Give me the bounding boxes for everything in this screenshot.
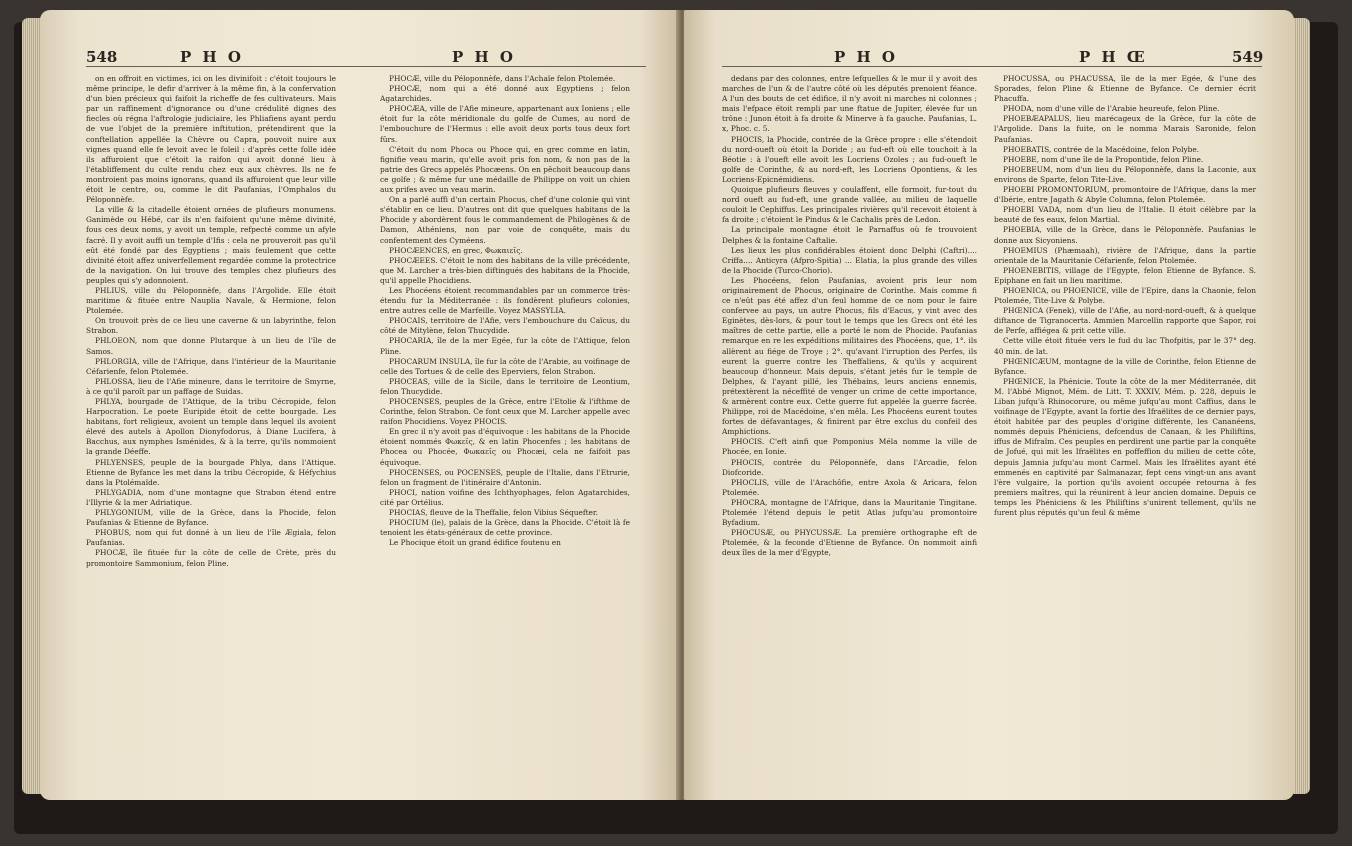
running-header-left-col2: P H O [452, 48, 516, 66]
entry-paragraph: PHOCLIS, ville de l'Arachôfie, entre Axola & Aricara, felon Ptolemée. [722, 477, 977, 497]
entry-paragraph: La principale montagne étoit le Parnaffus où fe trouvoient Delphes & la fontaine Caftalie. [722, 225, 977, 245]
entry-paragraph: PHOCÆ, île fituée fur la côte de celle de Crète, près du promontoire Sammonium, felon Pline. [86, 548, 336, 568]
entry-paragraph: Cette ville étoit fituée vers le fud du lac Thofpitis, par le 37° deg. 40 min. de lat. [994, 336, 1256, 356]
entry-paragraph: PHOEBATIS, contrée de la Macédoine, felon Polybe. [1003, 144, 1200, 154]
entry-paragraph: PHLORGIA, ville de l'Afrique, dans l'intérieur de la Mauritanie Céfarienfe, felon Ptolemée. [86, 356, 336, 376]
entry-paragraph: PHOCIS, la Phocide, contrée de la Grèce propre : elle s'étendoit du nord-oueft où étoit la Doride ; au fud-eft où elle touchoit à la Béotie : à l'oueft elle avoit les Locriens Ozoles ; au fud-oueft le golfe de Corinthe, & au nord-eft, les Locriens Opontiens, & les Locriens-Epicnémidiens. [722, 134, 977, 184]
header-rule-right [722, 66, 1262, 67]
entry-paragraph: PHLOSSA, lieu de l'Afie mineure, dans le territoire de Smyrne, à ce qu'il paroît par un paffage de Suidas. [86, 376, 336, 396]
entry-paragraph: PHOCRA, montagne de l'Afrique, dans la Mauritanie Tingitane. Ptolemée l'étend depuis le petit Atlas jufqu'au promontoire Byfadium. [722, 497, 977, 528]
entry-paragraph: PHOCÆ, nom qui a été donné aux Egyptiens ; felon Agatarchides. [380, 84, 630, 104]
entry-paragraph: dedans par des colonnes, entre lefquelles & le mur il y avoit des marches de l'un & de l'autre côté où les députés prenoient féance. A l'un des bouts de cet édifice, il n'y avoit ni marches ni colonnes ; mais l'efpace étoit rempli par une ftatue de Jupiter, élevée fur un trône : Junon étoit à fa droite & Minerve à fa gauche. Paufanias, L. x, Phoc. c. 5. [722, 74, 977, 134]
entry-paragraph: PHŒNICE, la Phénicie. Toute la côte de la mer Méditerranée, dit M. l'Abbé Mignot, Mém. de Litt. T. XXXIV, Mém. p. 228, depuis le Liban jufqu'à Rhinocorure, ou même jufqu'au mont Caffius, dans le voifinage de l'Egypte, avant la fortie des Ifraëlites de ce dernier pays, étoit habitée par des peuples d'origine différente, les Cananéens, nommés depuis Phéniciens, defcendus de Canaan, & les Philiftins, iffus de Mifraïm. Ces peuples en perdirent une partie par la conquête de Jofué, qui mit les Ifraëlites en poffeffion du milieu de cette côte, depuis Jamnia jufqu'au mont Carmel. Mais les Ifraëlites ayant été emmenés en captivité par Salmanazar, fept cens vingt-un ans avant l'ère vulgaire, la portion qu'ils avoient occupée retourna à fes premiers maîtres, qui la réunirent à leur ancien domaine. Depuis ce temps les Phéniciens & les Philiftins s'unirent tellement, qu'ils ne furent plus réputés qu'un feul & même [994, 376, 1256, 518]
entry-paragraph: PHOCENSES, peuples de la Grèce, entre l'Etolie & l'ifthme de Corinthe, felon Strabon. Ce font ceux que M. Larcher appelle avec raifon Phocidiens. Voyez PHOCIS. [380, 397, 630, 427]
entry-paragraph: PHŒNICÆUM, montagne de la ville de Corinthe, felon Etienne de Byfance. [994, 356, 1256, 376]
entry-paragraph: PHOEBI VADA, nom d'un lieu de l'Italie. Il étoit célèbre par la beauté de fes eaux, felon Martial. [994, 205, 1256, 225]
entry-paragraph: on en offroit en victimes, ici on les divinifoit : c'étoit toujours le même principe, le defir d'arriver à la même fin, à la confervation d'un bien précieux qui faifoit la richeffe de fes cultivateurs. Mais par un raffinement d'ignorance ou d'une crédulité dignes des fiecles où régna l'aftrologie judiciaire, les Phliafiens ayant perdu de vue l'objet de la première inftitution, prétendirent que la conftellation appellée la Chèvre ou Capra, pouvoit nuire aux vignes quand elle fe levoit avec le foleil : d'après cette folle idée ils affuroient que c'étoit la raifon qui avoit donné lieu à l'établiffement du culte rendu chez eux aux chèvres. Ils ne fe montroient pas moins ignorans, quand ils affuroient que leur ville étoit le centre, ou, comme le dit Paufanias, l'Omphalos du Péloponnèfe. [86, 74, 336, 205]
entry-paragraph: Les Phocéens étoient recommandables par un commerce très-étendu fur la Méditerranée : ils fondèrent plufieurs colonies, entre autres celle de Marfeille. Voyez MASSYLIA. [380, 285, 630, 316]
entry-paragraph: La ville & la citadelle étoient ornées de plufieurs monumens. Ganimède ou Hébé, car ils n'en faifoient qu'une même divinité, fous ces deux noms, y avoit un temple, refpecté comme un afyle facré. Il y avoit auffi un temple d'Ifis : cela ne prouveroit pas qu'il eût été fondé par des Egyptiens ; mais feulement que cette divinité étoit affez univerfellement regardée comme la protectrice de la navigation. On lui trouve des temples chez plufieurs des peuples qui s'y adonnoient. [86, 205, 336, 285]
entry-paragraph: PHOCIUM (le), palais de la Grèce, dans la Phocide. C'étoit là fe tenoient les états-généraux de cette province. [380, 518, 630, 538]
entry-paragraph: Les Phocéens, felon Paufanias, avoient pris leur nom originairement de Phocus, originaire de Corinthe. Mais comme fi ce n'eût pas été affez d'un feul homme de ce nom pour le faire confervee au pays, un autre Phocus, fils d'Eacus, y vint avec des Eginètes, dès-lors, & pour tout le temps que les Grecs ont été les maîtres de cette partie, elle a porté le nom de Phocide. Paufanias remarque en re les expéditions militaires des Phocéens, que, 1°. ils allèrent au fiége de Troye ; 2°. qu'avant l'irruption des Perfes, ils eurent la guerre contre les Theffaliens, & qu'ils y acquirent beaucoup d'honneur. Mais depuis, s'étant jetés fur le temple de Delphes, & l'ayant pillé, les Thébains, leurs anciens ennemis, prétextèrent la néceffité de venger un crime de cette importance, & armèrent contre eux. Cette guerre fut appelée la guerre facrée. Philippe, roi de Macédoine, s'en mêla. Les Phocéens eurent toutes fortes de défavantages, & finirent par être exclus du confeil des Amphictions. [722, 275, 977, 437]
page-number-right: 549 [1232, 48, 1264, 66]
entry-paragraph: PHOCÆENCES, en grec, Φωκαιεῖς. [389, 245, 523, 255]
entry-paragraph: PHOEBE, nom d'une île de la Propontide, felon Pline. [1003, 154, 1204, 164]
entry-paragraph: PHOCARIA, île de la mer Egée, fur la côte de l'Attique, felon Pline. [380, 336, 630, 356]
left-page-column-1 [86, 74, 336, 569]
entry-paragraph: PHOEBEUM, nom d'un lieu du Péloponnèfe, dans la Laconie, aux environs de Sparte, felon Tite-Live. [994, 164, 1256, 184]
entry-paragraph: PHOEBÆAPALUS, lieu marécageux de la Grèce, fur la côte de l'Argolide. Dans la fuite, on le nomma Marais Saronide, felon Paufanias. [994, 114, 1256, 144]
entry-paragraph: PHOCAIS, territoire de l'Afie, vers l'embouchure du Caïcus, du côté de Mitylène, felon Thucydide. [380, 316, 630, 336]
entry-paragraph: PHLYENSES, peuple de la bourgade Phlya, dans l'Attique. Etienne de Byfance les met dans la tribu Cécropide, & Héfychius dans la Ptolémaïde. [86, 457, 336, 487]
entry-paragraph: PHOENICA, ou PHOENICE, ville de l'Epire, dans la Chaonie, felon Ptolemée, Tite-Live & Polybe. [994, 285, 1256, 306]
entry-paragraph: PHOCUSSA, ou PHACUSSA, île de la mer Egée, & l'une des Sporades, felon Pline & Etienne de Byfance. Ce dernier écrit Phacuffa. [994, 74, 1256, 104]
entry-paragraph: PHOEBI PROMONTORIUM, promontoire de l'Afrique, dans la mer d'Ibérie, entre Jagath & Abyle Columna, felon Ptolemée. [994, 185, 1256, 205]
entry-paragraph: PHOCÆ, ville du Péloponnèfe, dans l'Achaïe felon Ptolemée. [389, 74, 616, 83]
entry-paragraph: PHŒNICA (Fenek), ville de l'Afie, au nord-nord-oueft, & à quelque diftance de Tigranocerta. Ammien Marcellin rapporte que Sapor, roi de Perfe, affiégea & prit cette ville. [994, 306, 1256, 336]
entry-paragraph: PHOCUSÆ, ou PHYCUSSÆ. La première orthographe eft de Ptolemée, & la feconde d'Etienne de Byfance. On nommoit ainfi deux îles de la mer d'Egypte, [722, 528, 977, 558]
entry-paragraph: C'étoit du nom Phoca ou Phoce qui, en grec comme en latin, fignifie veau marin, qu'elle avoit pris fon nom, & non pas de la patrie des Grecs appelés Phocæens. On en pêchoit beaucoup dans ce golfe ; & même fur une médaille de Philippe on voit un chien aux prifes avec un veau marin. [380, 144, 630, 195]
running-header-right-col1: P H O [834, 48, 898, 66]
entry-paragraph: PHOCARUM INSULA, île fur la côte de l'Arabie, au voifinage de celle des Tortues & de celle des Eperviers, felon Strabon. [380, 356, 630, 376]
entry-paragraph: Les lieux les plus confidérables étoient donc Delphi (Caftri).... Criffa.... Anticyra (Afpro-Spitia) ... Elatia, la plus grande des villes de la Phocide (Turco-Chorio). [722, 245, 977, 275]
right-page-column-2 [994, 74, 1256, 518]
running-header-right-col2: P H Œ [1079, 48, 1148, 66]
entry-paragraph: PHOEMIUS (Phæmaah), rivière de l'Afrique, dans la partie orientale de la Mauritanie Céfarienfe, felon Ptolemée. [994, 245, 1256, 265]
entry-paragraph: On a parlé auffi d'un certain Phocus, chef d'une colonie qui vint s'établir en ce lieu. D'autres ont dit que quelques habitans de la Phocide y abordèrent fous le commandement de Philogènes & de Damon, Athéniens, non par voie de conquête, mais du confentement des Cyméens. [380, 195, 630, 245]
header-rule-left [86, 66, 646, 67]
running-header-left-col1: P H O [180, 48, 244, 66]
left-page-column-2 [380, 74, 630, 548]
entry-paragraph: PHOBUS, nom qui fut donné à un lieu de l'île Ægiala, felon Paufanias. [86, 528, 336, 548]
entry-paragraph: On trouvoit près de ce lieu une caverne & un labyrinthe, felon Strabon. [86, 316, 336, 336]
entry-paragraph: PHOCEAS, ville de la Sicile, dans le territoire de Leontium, felon Thucydide. [380, 376, 630, 396]
entry-paragraph: PHLYGADIA, nom d'une montagne que Strabon étend entre l'Illyrie & la mer Adriatique. [86, 487, 336, 507]
entry-paragraph: PHOCENSES, ou POCENSES, peuple de l'Italie, dans l'Etrurie, felon un fragment de l'itinéraire d'Antonin. [380, 467, 630, 487]
entry-paragraph: PHOCIAS, fleuve de la Theffalie, felon Vibius Séquefter. [389, 508, 598, 518]
entry-paragraph: PHOCÆEES. C'étoit le nom des habitans de la ville précédente, que M. Larcher a très-bien diftingués des habitans de la Phocide, qu'il appelle Phocidiens. [380, 255, 630, 285]
entry-paragraph: PHLYA, bourgade de l'Attique, de la tribu Cécropide, felon Harpocration. Le poete Euripide étoit de cette bourgade. Les habitans, fort religieux, avoient un temple dans lequel ils avoient élevé des autels à Apollon Dionyfodorus, à Diane Lucifera, à Bacchus, aux nymphes Isménides, & à la terre, qu'ils nommoient la grande Déeffe. [86, 397, 336, 457]
left-page [40, 10, 680, 800]
entry-paragraph: PHLIUS, ville du Péloponnèfe, dans l'Argolide. Elle étoit maritime & fituée entre Nauplia Navale, & Hermione, felon Ptolemée. [86, 285, 336, 316]
entry-paragraph: Quoique plufieurs fleuves y coulaffent, elle formoit, fur-tout du nord oueft au fud-eft, une grande vallée, au milieu de laquelle couloit le Cephiffus. Les principales rivières qu'il recevoit étoient à fa droite ; c'étoient le Pindus & le Cachalis près de Ledon. [722, 185, 977, 225]
entry-paragraph: PHOCI, nation voifine des Ichthyophages, felon Agatarchides, cité par Ortélius. [380, 487, 630, 507]
entry-paragraph: PHOCIS. C'eft ainfi que Pomponius Méla nomme la ville de Phocée, en Ionie. [722, 437, 977, 457]
right-page [684, 10, 1294, 800]
right-page-column-1 [722, 74, 977, 559]
entry-paragraph: PHOCÆA, ville de l'Afie mineure, appartenant aux Ioniens ; elle étoit fur la côte méridionale du golfe de Cumes, au nord de l'embouchure de l'Hermus : elle avoit deux ports tous deux fort fûrs. [380, 104, 630, 144]
entry-paragraph: PHLOEON, nom que donne Plutarque à un lieu de l'île de Samos. [86, 336, 336, 356]
entry-paragraph: En grec il n'y avoit pas d'équivoque : les habitans de la Phocide étoient nommés Φωκεῖς, & en latin Phocenfes ; les habitans de Phocea ou Phocée, Φωκαεῖς ou Phocæi, cela ne faifoit pas équivoque. [380, 427, 630, 467]
entry-paragraph: PHOCIS, contrée du Péloponnèfe, dans l'Arcadie, felon Diofcoride. [722, 457, 977, 477]
entry-paragraph: PHOENEBITIS, village de l'Egypte, felon Etienne de Byfance. S. Epiphane en fait un lieu maritime. [994, 265, 1256, 285]
entry-paragraph: PHODA, nom d'une ville de l'Arabie heureufe, felon Pline. [1003, 104, 1220, 114]
entry-paragraph: Le Phocique étoit un grand édifice foutenu en [389, 538, 561, 548]
entry-paragraph: PHLYGONIUM, ville de la Grèce, dans la Phocide, felon Paufanias & Etienne de Byfance. [86, 508, 336, 528]
entry-paragraph: PHOEBIA, ville de la Grèce, dans le Péloponnèfe. Paufanias le donne aux Sicyoniens. [994, 225, 1256, 245]
page-number-left: 548 [86, 48, 118, 66]
